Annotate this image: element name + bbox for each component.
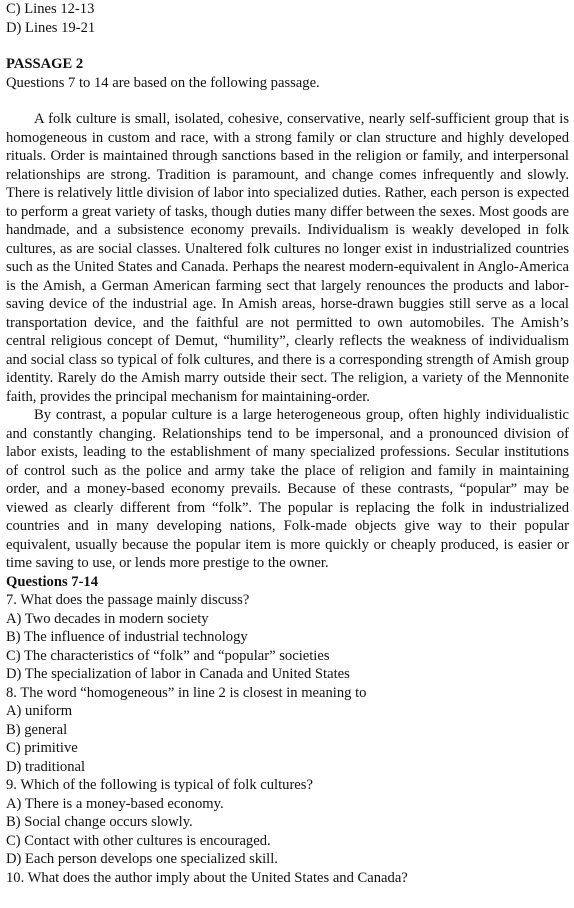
- question-option: A) There is a money-based economy.: [6, 795, 224, 812]
- passage-intro: Questions 7 to 14 are based on the following passage.: [6, 74, 320, 91]
- questions-heading: Questions 7-14: [6, 573, 99, 590]
- question-option: C) The characteristics of “folk” and “popular” societies: [6, 647, 330, 664]
- question-option: C) primitive: [6, 740, 78, 756]
- question-10: [6, 869, 569, 888]
- question-option: B) The influence of industrial technology: [6, 629, 248, 645]
- previous-question-options: [6, 0, 569, 37]
- question-8: [6, 684, 569, 777]
- question-stem: 8. The word “homogeneous” in line 2 is closest in meaning to: [6, 684, 367, 701]
- question-7: [6, 591, 569, 684]
- question-option: C) Contact with other cultures is encouraged.: [6, 832, 271, 849]
- passage-paragraph-1: A folk culture is small, isolated, cohesive, conservative, nearly self-sufficient group that is homogeneous in custom and race, with a strong family or clan structure and highly developed rituals. Order is maintained through sanctions based in the religion or family, and interpersonal relationships are strong. Tradition is paramount, and change comes infrequently and slowly. There is relatively little division of labor into specialized duties. Rather, each person is expected to perform a great variety of tasks, though duties many differ between the sexes. Most goods are handmade, and a subsistence economy prevails. Individualism is weakly developed in folk cultures, as are social classes. Unaltered folk cultures no longer exist in industrialized countries such as the United States and Canada. Perhaps the nearest modern-equivalent in Anglo-America is the Amish, a German American farming sect that largely renounces the products and labor-saving device of the industrial age. In Amish areas, horse-drawn buggies still serve as a local transportation device, and the faithful are not permitted to own automobiles. The Amish’s central religious concept of Demut, “humility”, clearly reflects the weakness of individualism and social class so typical of folk cultures, and there is a corresponding strength of Amish group identity. Rarely do the Amish marry outside their sect. The religion, a variety of the Mennonite faith, provides the principal mechanism for maintaining-order.: [6, 111, 569, 405]
- option-text: C) Lines 12-13: [6, 1, 95, 17]
- spacer: [6, 37, 569, 55]
- question-stem: 10. What does the author imply about the United States and Canada?: [6, 869, 408, 886]
- passage-paragraph-2: By contrast, a popular culture is a large heterogeneous group, often highly individualistic and constantly changing. Relationships tend to be impersonal, and a pronounced division of labor exists, leading to the establishment of many specialized professions. Secular institutions of control such as the police and army take the place of religion and family in maintaining order, and a money-based economy prevails. Because of these contrasts, “popular” may be viewed as clearly different from “folk”. The popular is replacing the folk in industrialized countries and in many developing nations, Folk-made objects give way to their popular equivalent, usually because the popular item is more quickly or cheaply produced, is easier or time saving to use, or lends more prestige to the owner.: [6, 407, 569, 571]
- option-text: D) Lines 19-21: [6, 19, 96, 36]
- spacer: [6, 92, 569, 110]
- question-9: [6, 776, 569, 869]
- question-option: B) Social change occurs slowly.: [6, 814, 193, 830]
- question-option: A) uniform: [6, 703, 73, 719]
- question-option: D) traditional: [6, 758, 86, 775]
- question-option: A) Two decades in modern society: [6, 610, 209, 627]
- question-option: D) The specialization of labor in Canada and United States: [6, 666, 350, 682]
- question-option: B) general: [6, 721, 68, 738]
- passage-title: PASSAGE 2: [6, 56, 84, 72]
- question-option: D) Each person develops one specialized skill.: [6, 851, 278, 867]
- question-stem: 9. Which of the following is typical of folk cultures?: [6, 777, 313, 793]
- question-stem: 7. What does the passage mainly discuss?: [6, 592, 250, 608]
